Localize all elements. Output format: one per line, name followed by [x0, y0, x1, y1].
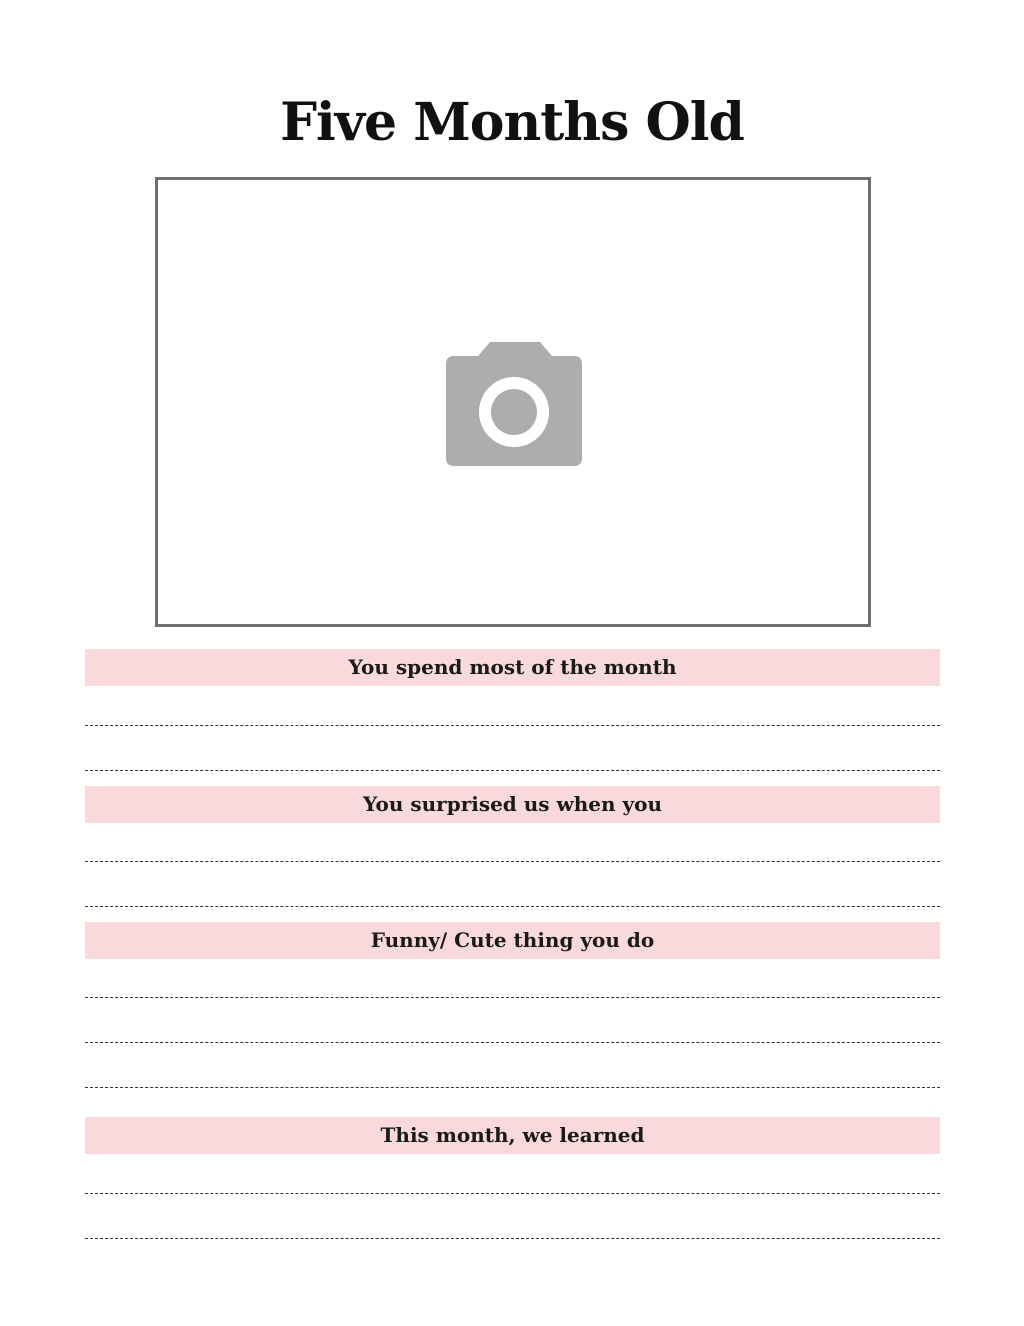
writing-line[interactable] [85, 770, 940, 771]
writing-line[interactable] [85, 1238, 940, 1239]
section-header-learned: This month, we learned [85, 1117, 940, 1154]
section-header-funny: Funny/ Cute thing you do [85, 922, 940, 959]
camera-icon [444, 340, 584, 468]
section-header-month: You spend most of the month [85, 649, 940, 686]
page-title: Five Months Old [280, 92, 744, 153]
writing-line[interactable] [85, 906, 940, 907]
photo-placeholder-frame[interactable] [155, 177, 871, 627]
writing-line[interactable] [85, 997, 940, 998]
section-header-surprised: You surprised us when you [85, 786, 940, 823]
writing-line[interactable] [85, 1087, 940, 1088]
writing-line[interactable] [85, 725, 940, 726]
writing-line[interactable] [85, 1193, 940, 1194]
writing-line[interactable] [85, 1042, 940, 1043]
writing-line[interactable] [85, 861, 940, 862]
